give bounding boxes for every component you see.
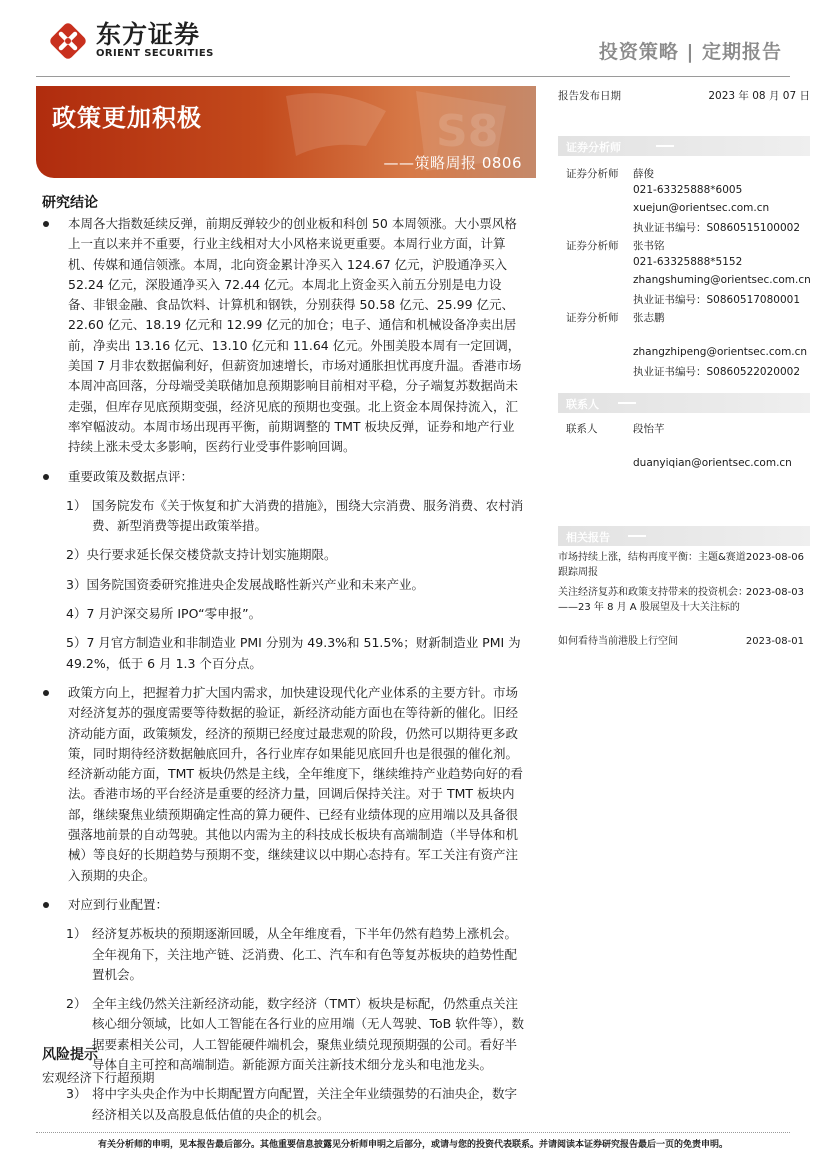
risk-text: 宏观经济下行超预期 [42,1070,155,1085]
related-section-bar [558,526,810,546]
related-report-item[interactable] [558,551,810,580]
allocation-item-number: 1） [66,926,87,942]
related-report-date: 2023-08-06 [745,552,804,563]
analysts-section-title: 证券分析师 [566,141,621,154]
related-section-title: 相关报告 [566,531,610,544]
analyst-name: 薛俊 [633,168,654,180]
orient-logo-icon [48,21,88,61]
contact-name: 段怡芊 [633,423,665,435]
report-category: 投资策略 | 定期报告 [598,41,782,63]
contact-email[interactable]: duanyiqian@orientsec.com.cn [633,457,792,469]
analyst-phone: 021-63325888*6005 [633,184,743,196]
analyst-cert: 执业证书编号：S0860517080001 [633,294,801,306]
analyst-email[interactable]: zhangshuming@orientsec.com.cn [633,274,811,286]
policy-item: 4）7 月沪深交易所 IPO“零申报”。 [66,606,262,622]
logo-en-text: ORIENT SECURITIES [96,48,214,59]
allocation-item-number: 3） [66,1086,87,1102]
footer-divider [36,1132,790,1133]
related-report-title[interactable]: 关注经济复苏和政策支持带来的投资机会：——23 年 8 月 A 股展望及十大关注标的 [558,587,748,613]
related-report-date: 2023-08-01 [745,636,804,647]
related-report-date: 2023-08-03 [745,587,804,598]
related-report-title[interactable]: 市场持续上涨，结构再度平衡：主题&赛道跟踪周报 [558,552,746,578]
title-banner [36,86,536,178]
company-logo [48,18,214,64]
contact-section-bar [558,393,810,413]
policy-item: 5）7 月官方制造业和非制造业 PMI 分别为 49.3%和 51.5%；财新制造业 PMI 为 49.2%，低于 6 月 1.3 个百分点。 [66,635,521,671]
analyst-name: 张志鹏 [633,312,665,324]
paragraph-policy-direction: 政策方向上，把握着力扩大国内需求，加快建设现代化产业体系的主要方针。市场对经济复苏的强度需要等待数据的验证，新经济动能方面也在等待新的催化。旧经济动能方面，政策频发，经济的预期已经度过最悲观的阶段，仍然可以期待更多政策，同时期待经济数据触底回升，各行业库存如果能见底回升也是很强的催化剂。经济新动能方面，TMT 板块仍然是主线，全年维度下，继续维持产业趋势向好的看法。香港市场的平台经济是重要的经济力量，回调后保持关注。对于 TMT 板块内部，继续聚焦业绩预期确定性高的算力硬件、已经有业绩体现的应用端以及具备很强落地前景的自动驾驶。其他以内需为主的科技成长板块有高端制造（半导体和机械）等良好的长期趋势与预期不变，继续建议以中期心态持有。军工关注有资产注入预期的央企。 [42,683,524,886]
policy-item: 3）国务院国资委研究推进央企发展战略性新兴产业和未来产业。 [66,576,424,592]
paragraph-summary: 本周各大指数延续反弹，前期反弹较少的创业板和科创 50 本周领涨。大小票风格上一直以来并不重要，行业主线相对大小风格来说更重要。本周行业方面，计算机、传媒和通信领涨。本周，北向资金累计净买入 124.67 亿元，沪股通净买入 52.24 亿元，深股通净买入 72.44 亿元。本周北上资金买入前五分别是电力设备、非银金融、食品饮料、计算机和钢铁，分别获得 50.58 亿元、25.99 亿元、22.60 亿元、18.19 亿元和 12.99 亿元的加仓；电子、通信和机械设备净卖出居前，净卖出 13.16 亿元、13.10 亿元和 11.64 亿元。外围美股本周有一定回调，美国 7 月非农数据偏利好，但薪资加速增长，市场对通胀担忧再度升温。香港市场本周冲高回落，分母端受美联储加息预期影响目前相对平稳，分子端复苏数据尚未走强，但库存见底预期变强，经济见底的预期也变强。北上资金本周保持流入，汇率窄幅波动。本周市场出现再平衡，前期调整的 TMT 板块反弹，证券和地产行业持续上涨未受太多影响，医药行业受事件影响回调。 [42,214,524,458]
policy-heading: 重要政策及数据点评： [42,467,524,487]
policy-item-text: 国务院发布《关于恢复和扩大消费的措施》，围绕大宗消费、服务消费、农村消费、新型消费等提出政策举措。 [92,497,524,534]
report-date-value: 2023 年 08 月 07 日 [708,90,810,102]
contact-section-title: 联系人 [566,398,599,411]
analysts-section-bar [558,136,810,156]
report-subtitle: ——策略周报 0806 [383,154,522,172]
allocation-item-number: 2） [66,996,87,1012]
header-divider [36,76,790,77]
allocation-item-text: 经济复苏板块的预期逐渐回暖，从全年维度看，下半年仍然有趋势上涨机会。全年视角下，关注地产链、泛消费、化工、汽车和有色等复苏板块的趋势性配置机会。 [92,926,518,982]
main-body [42,214,524,1134]
analyst-role: 证券分析师 [566,168,619,180]
analyst-role: 证券分析师 [566,240,619,252]
report-date-row [558,88,810,103]
risk-heading: 风险提示 [42,1047,98,1063]
allocation-item [42,924,524,985]
analyst-role: 证券分析师 [566,312,619,324]
related-report-title[interactable]: 如何看待当前港股上行空间 [558,636,678,647]
report-date-label: 报告发布日期 [558,90,621,102]
analyst-cert: 执业证书编号：S0860522020002 [633,366,801,378]
analyst-email[interactable]: zhangzhipeng@orientsec.com.cn [633,346,808,358]
related-report-item[interactable] [558,635,810,650]
allocation-item [42,1084,524,1125]
related-report-item[interactable] [558,586,810,615]
allocation-heading: 对应到行业配置： [42,895,524,915]
policy-item: 2）央行要求延长保交楼贷款支持计划实施期限。 [66,547,337,563]
policy-item [42,496,524,537]
analyst-phone: 021-63325888*5152 [633,256,743,268]
allocation-item-text: 将中字头央企作为中长期配置方向配置，关注全年业绩强势的石油央企，数字经济相关以及高股息低估值的央企的机会。 [92,1086,518,1122]
allocation-item-text: 全年主线仍然关注新经济动能，数字经济（TMT）板块是标配，仍然重点关注核心细分领域，比如人工智能在各行业的应用端（无人驾驶、ToB 软件等），数据要素相关公司，人工智能硬件端机会，聚焦业绩兑现预期强的公司。看好半导体自主可控和高端制造。新能源方面关注新技术细分龙头和电池龙头。 [92,996,524,1072]
research-conclusion-heading: 研究结论 [42,195,98,211]
svg-text:S8: S8 [436,106,499,157]
analyst-name: 张书铭 [633,240,665,252]
allocation-item [42,994,524,1075]
report-title: 政策更加积极 [52,104,202,132]
contact-role: 联系人 [566,423,598,435]
logo-cn-text: 东方证券 [96,20,201,49]
footer-disclaimer: 有关分析师的申明，见本报告最后部分。其他重要信息披露见分析师申明之后部分，或请与您的投资代表联系。并请阅读本证券研究报告最后一页的免责申明。 [97,1140,728,1150]
analyst-email[interactable]: xuejun@orientsec.com.cn [633,202,770,214]
analyst-cert: 执业证书编号：S0860515100002 [633,222,801,234]
policy-item-number: 1） [66,497,87,513]
